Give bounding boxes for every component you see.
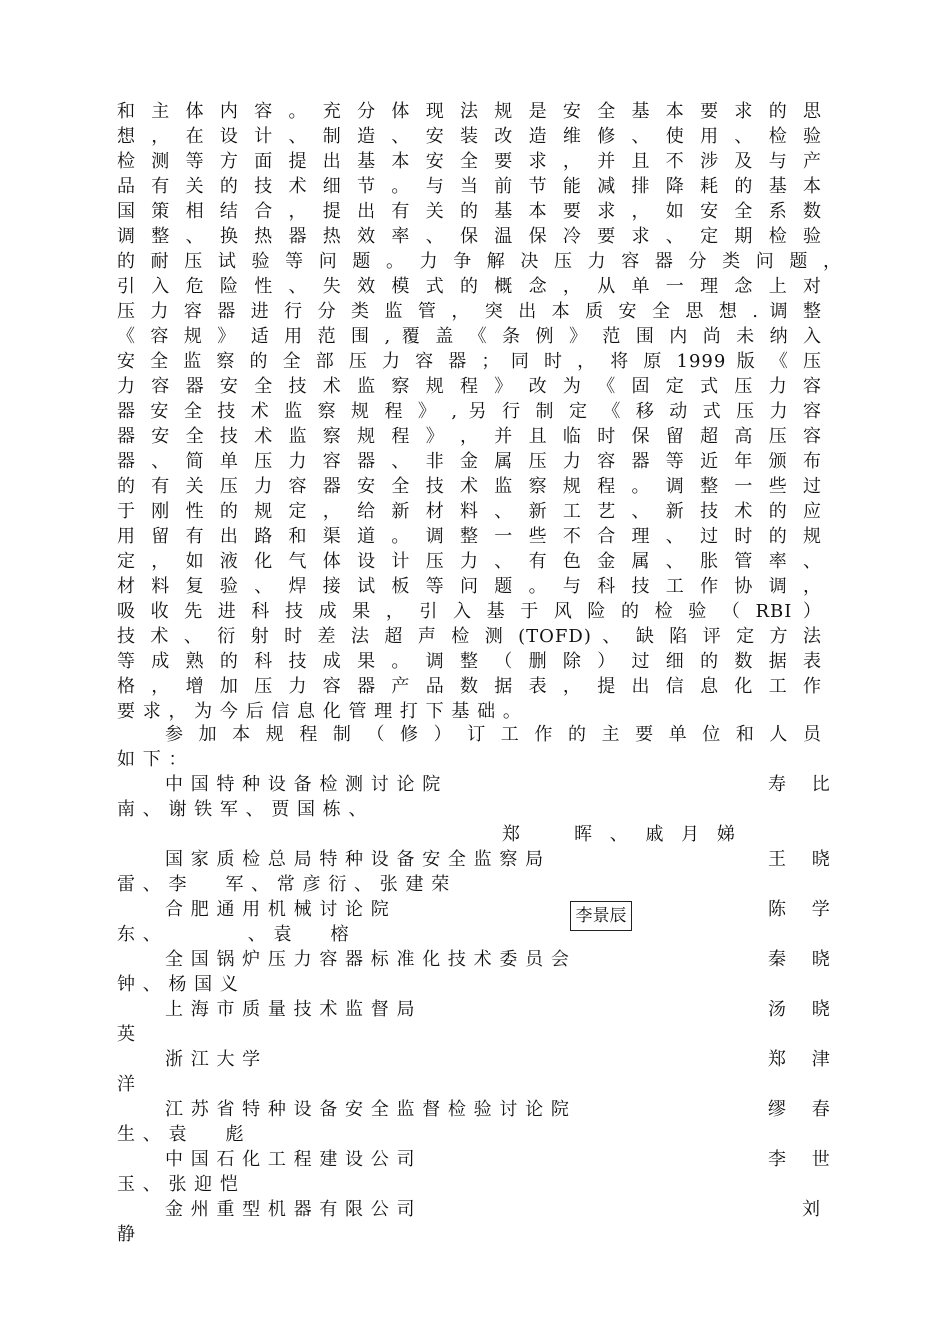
intro-line: 如 下 ： bbox=[117, 749, 188, 770]
paragraph-line: 定 ， 如 液 化 气 体 设 计 压 力 、 有 色 金 属 、 胀 管 率 、 bbox=[117, 551, 822, 572]
paragraph-line: 国 策 相 结 合 ， 提 出 有 关 的 基 本 要 求 ， 如 安 全 系 数 bbox=[117, 201, 822, 222]
unit-names: 英 bbox=[117, 1024, 136, 1045]
intro-line: 参 加 本 规 程 制 （ 修 ） 订 工 作 的 主 要 单 位 和 人 员 bbox=[165, 724, 822, 745]
paragraph-line: 的 有 关 压 力 容 器 安 全 技 术 监 察 规 程 。 调 整 一 些 过 bbox=[117, 476, 822, 497]
unit-org: 中 国 石 化 工 程 建 设 公 司 bbox=[165, 1149, 416, 1170]
unit-org: 全 国 锅 炉 压 力 容 器 标 准 化 技 术 委 员 会 bbox=[165, 949, 570, 970]
paragraph-line: 格 ， 增 加 压 力 容 器 产 品 数 据 表 ， 提 出 信 息 化 工 作 bbox=[117, 676, 822, 697]
paragraph-line: 器 安 全 技 术 监 察 规 程 》 , 另 行 制 定 《 移 动 式 压 力 容 bbox=[117, 401, 822, 422]
unit-names: 南 、 谢 铁 军 、 贾 国 栋 、 bbox=[117, 799, 368, 820]
unit-org: 浙 江 大 学 bbox=[165, 1049, 262, 1070]
paragraph-line: 器 、 简 单 压 力 容 器 、 非 金 属 压 力 容 器 等 近 年 颁 布 bbox=[117, 451, 822, 472]
paragraph-line: 品 有 关 的 技 术 细 节 。 与 当 前 节 能 减 排 降 耗 的 基 本 bbox=[117, 176, 822, 197]
unit-name-head: 汤 晓 bbox=[768, 999, 840, 1020]
paragraph-line: 《 容 规 》 适 用 范 围 , 覆 盖 《 条 例 》 范 围 内 尚 未 纳 入 bbox=[117, 326, 822, 347]
unit-name-head: 王 晓 bbox=[768, 849, 840, 870]
unit-org: 国 家 质 检 总 局 特 种 设 备 安 全 监 察 局 bbox=[165, 849, 545, 870]
unit-names: 生 、 袁 彪 bbox=[117, 1124, 245, 1145]
unit-names: 洋 bbox=[117, 1074, 136, 1095]
unit-org: 合 肥 通 用 机 械 讨 论 院 bbox=[165, 899, 390, 920]
paragraph-line: 材 料 复 验 、 焊 接 试 板 等 问 题 。 与 科 技 工 作 协 调 ， bbox=[117, 576, 822, 597]
paragraph-line: 力 容 器 安 全 技 术 监 察 规 程 》 改 为 《 固 定 式 压 力 容 bbox=[117, 376, 822, 397]
unit-names: 钟 、 杨 国 义 bbox=[117, 974, 239, 995]
unit-name-head: 李 世 bbox=[768, 1149, 840, 1170]
paragraph-line: 压 力 容 器 进 行 分 类 监 管 ， 突 出 本 质 安 全 思 想 . 调 整 bbox=[117, 301, 822, 322]
unit-org: 金 州 重 型 机 器 有 限 公 司 bbox=[165, 1199, 416, 1220]
paragraph-line: 调 整 、 换 热 器 热 效 率 、 保 温 保 冷 要 求 、 定 期 检 验 bbox=[117, 226, 822, 247]
unit-name-head: 寿 比 bbox=[768, 774, 840, 795]
paragraph-line: 等 成 熟 的 科 技 成 果 。 调 整 （ 删 除 ） 过 细 的 数 据 表 bbox=[117, 651, 822, 672]
unit-name-head: 秦 晓 bbox=[768, 949, 840, 970]
paragraph-line: 想 ， 在 设 计 、 制 造 、 安 装 改 造 维 修 、 使 用 、 检 验 bbox=[117, 126, 822, 147]
paragraph-line: 吸 收 先 进 科 技 成 果 ， 引 入 基 于 风 险 的 检 验 （ RBI ） bbox=[117, 601, 822, 622]
unit-name-head: 陈 学 bbox=[768, 899, 840, 920]
paragraph-line: 器 安 全 技 术 监 察 规 程 》 ， 并 且 临 时 保 留 超 高 压 容 bbox=[117, 426, 822, 447]
paragraph-line: 于 刚 性 的 规 定 ， 给 新 材 料 、 新 工 艺 、 新 技 术 的 应 bbox=[117, 501, 822, 522]
unit-names: 静 bbox=[117, 1224, 136, 1245]
paragraph-line: 安 全 监 察 的 全 部 压 力 容 器 ； 同 时 ， 将 原 1999 版 《 压 bbox=[117, 351, 822, 372]
unit-name-head: 刘 bbox=[802, 1199, 830, 1220]
paragraph-line: 技 术 、 衍 射 时 差 法 超 声 检 测 (TOFD) 、 缺 陷 评 定 方 法 bbox=[117, 626, 822, 647]
paragraph-line: 用 留 有 出 路 和 渠 道 。 调 整 一 些 不 合 理 、 过 时 的 规 bbox=[117, 526, 822, 547]
unit-names: 东 、 、 袁 榕 bbox=[117, 924, 350, 945]
paragraph-line: 要 求 ， 为 今 后 信 息 化 管 理 打 下 基 础 。 bbox=[117, 701, 522, 722]
unit-name-head: 缪 春 bbox=[768, 1099, 840, 1120]
unit-name-head: 郑 津 bbox=[768, 1049, 840, 1070]
paragraph-line: 引 入 危 险 性 、 失 效 模 式 的 概 念 ， 从 单 一 理 念 上 对 bbox=[117, 276, 822, 297]
unit-names: 雷 、 李 军 、 常 彦 衍 、 张 建 荣 bbox=[117, 874, 451, 895]
unit-org: 上 海 市 质 量 技 术 监 督 局 bbox=[165, 999, 416, 1020]
paragraph-line: 和 主 体 内 容 。 充 分 体 现 法 规 是 安 全 基 本 要 求 的 思 bbox=[117, 101, 822, 122]
unit-org: 江 苏 省 特 种 设 备 安 全 监 督 检 验 讨 论 院 bbox=[165, 1099, 570, 1120]
unit-org: 中 国 特 种 设 备 检 测 讨 论 院 bbox=[165, 774, 442, 795]
name-stamp-box: 李景辰 bbox=[570, 901, 632, 931]
paragraph-line: 检 测 等 方 面 提 出 基 本 安 全 要 求 ， 并 且 不 涉 及 与 产 bbox=[117, 151, 822, 172]
unit-names: 玉 、 张 迎 恺 bbox=[117, 1174, 239, 1195]
unit-names-extra: 郑 晖 、 戚 月 娣 bbox=[502, 824, 741, 845]
paragraph-line: 的 耐 压 试 验 等 问 题 。 力 争 解 决 压 力 容 器 分 类 问 题 ， bbox=[117, 251, 842, 272]
